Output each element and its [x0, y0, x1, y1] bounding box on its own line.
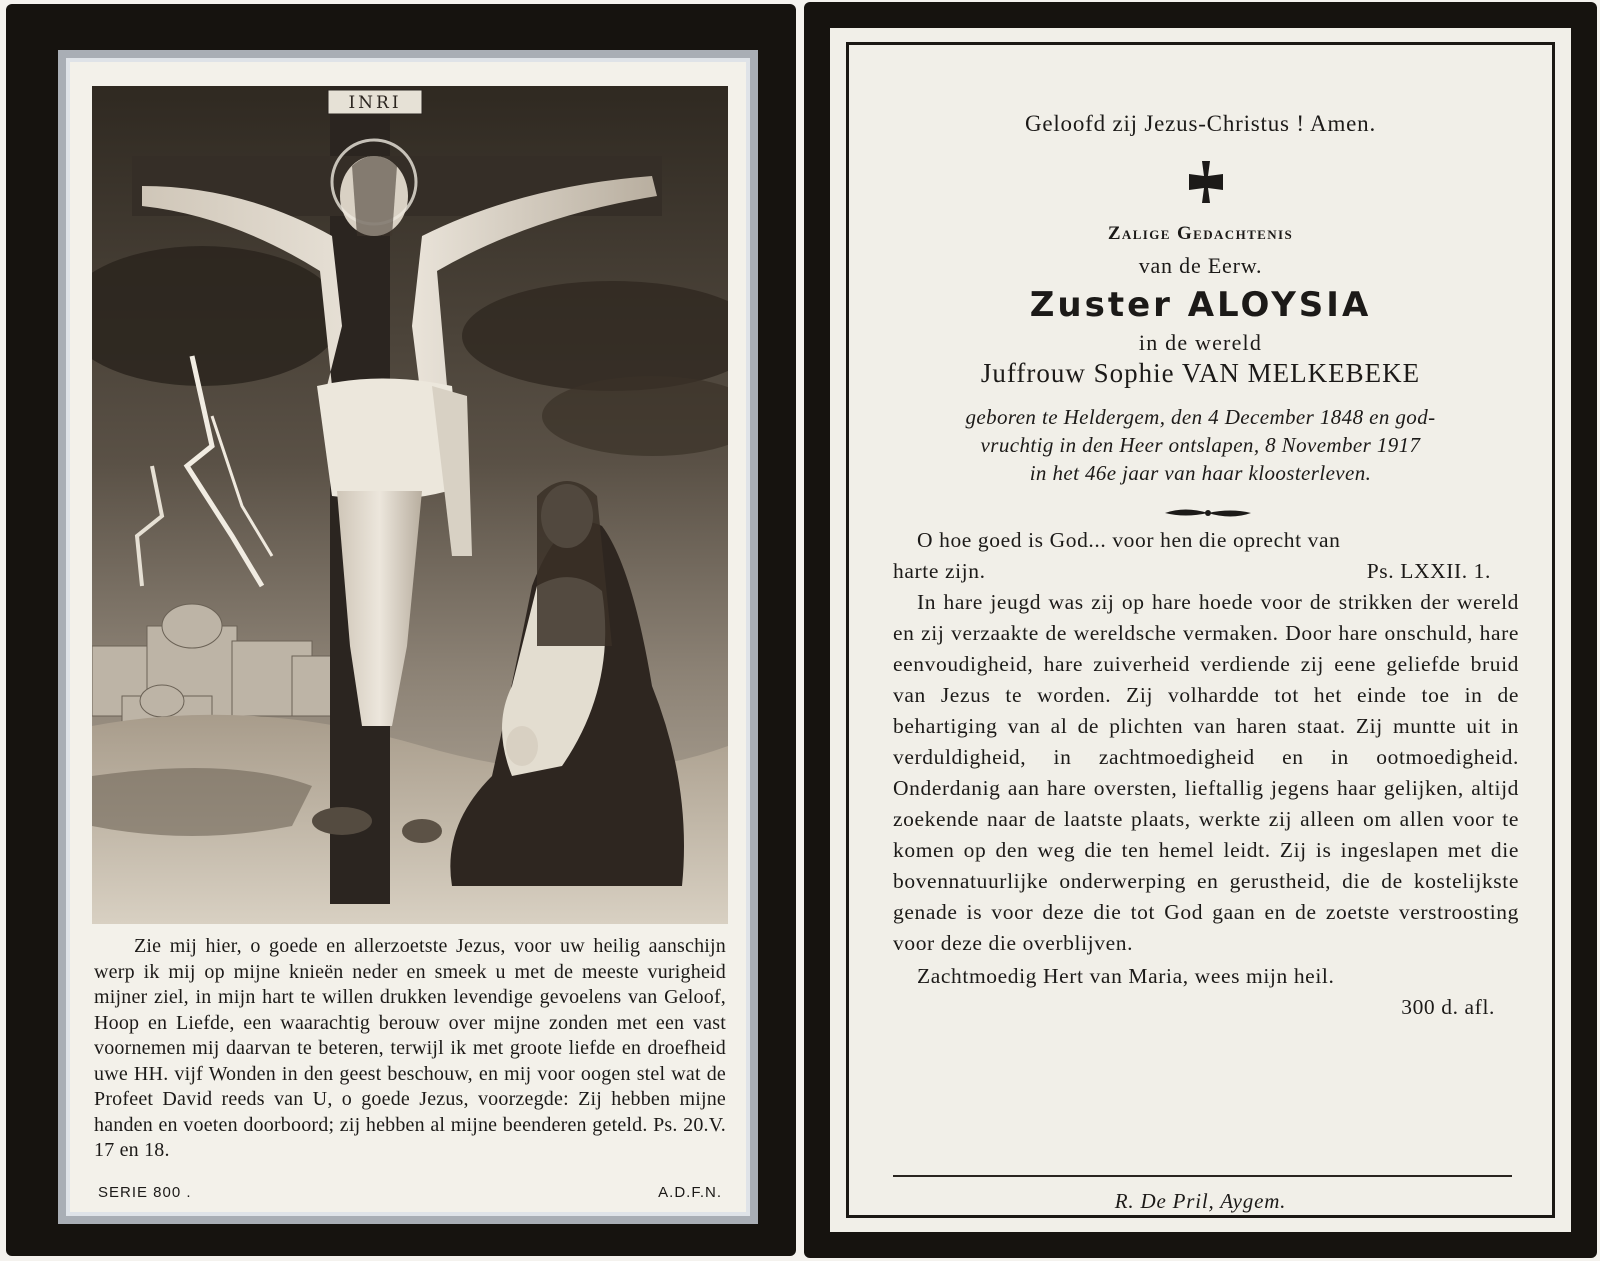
crucifixion-illustration [92, 86, 728, 924]
publisher-label: A.D.F.N. [658, 1184, 722, 1201]
psalm-quote: O hoe goed is God... voor hen die oprecht van [917, 528, 1341, 552]
inri-plate: INRI [348, 93, 402, 113]
eulogy-text [893, 525, 1519, 1023]
deceased-name: Zuster ALOYSIA [1029, 285, 1372, 325]
psalm-citation-line [893, 556, 1519, 587]
ornament-divider-icon [1163, 505, 1253, 521]
left-card-paper [70, 62, 746, 1212]
cross-pattee-icon [1183, 159, 1229, 205]
series-label: SERIE 800 . [98, 1184, 192, 1201]
biography-line-1: geboren te Heldergem, den 4 December 1848 en god- [965, 405, 1436, 429]
biography-line-2: vruchtig in den Heer ontslapen, 8 November 1917 [980, 433, 1421, 457]
psalm-quote-end: harte zijn. [893, 559, 986, 583]
divider-rule [893, 1175, 1512, 1177]
biography-lines [849, 403, 1552, 487]
right-card-paper [830, 28, 1571, 1232]
closing-prayer: Zachtmoedig Hert van Maria, wees mijn heil. [917, 964, 1335, 988]
right-memorial-card [804, 2, 1597, 1258]
indulgence-note: 300 d. afl. [1401, 995, 1495, 1019]
left-card-footer [98, 1184, 722, 1201]
crucifixion-engraving [92, 86, 728, 924]
memorial-heading: Zalige Gedachtenis [1107, 223, 1294, 244]
left-card-border-frame [58, 50, 758, 1224]
reverend-line: van de Eerw. [1138, 253, 1263, 278]
prayer-text [94, 934, 726, 1164]
in-the-world-line: in de wereld [1138, 330, 1263, 355]
left-memorial-card [6, 4, 796, 1256]
secular-name: Juffrouw Sophie VAN MELKEBEKE [980, 358, 1421, 388]
invocation-line: Geloofd zij Jezus-Christus ! Amen. [1024, 111, 1377, 136]
eulogy-paragraph: In hare jeugd was zij op hare hoede voor de strikken der wereld en zij verzaakte de wereldsche vermaken. Door hare onschuld, hare eenvoudigheid, hare zuiverheid verdiende zij eene geliefde bruid van Jezus te worden. Zij volhardde tot het einde toe in de behartiging van al de plichten van haren staat. Zij muntte uit in verduldigheid, in zachtmoedigheid en in ootmoedigheid. Onderdanig aan hare oversten, lieftallig jegens haar gelijken, altijd zoekende naar de laatste plaats, werkte zij alleen om allen voor te komen op den weg die ten hemel leidt. Zij is ingeslapen met die bovennatuurlijke onderwerping en gerustheid, die de kostelijkste genade is voor deze die tot God gaan en de zoetste verstroosting voor deze die overblijven. [893, 590, 1519, 955]
right-card-border [846, 42, 1555, 1218]
prayer-paragraph: Zie mij hier, o goede en allerzoetste Jezus, voor uw heilig aanschijn werp ik mij op mijne knieën neder en smeek u met de meeste vurigheid mijner ziel, in mijn hart te willen drukken levendige gevoelens van Geloof, Hoop en Liefde, een waarachtig berouw over mijne zonden met een vast voornemen mij daarvan te beteren, terwijl ik met groote liefde en droefheid uwe HH. vijf Wonden in den geest beschouw, en mij voor oogen stel wat de Profeet David reeds van U, o goede Jezus, voorzegde: Zij hebben mijne handen en voeten doorboord; zij hebben al mijne beenderen geteld. Ps. 20.V. 17 en 18. [94, 935, 726, 1161]
biography-line-3: in het 46e jaar van haar kloosterleven. [1029, 461, 1372, 485]
psalm-reference: Ps. LXXII. 1. [1366, 559, 1491, 583]
printer-credit: R. De Pril, Aygem. [1114, 1189, 1287, 1213]
